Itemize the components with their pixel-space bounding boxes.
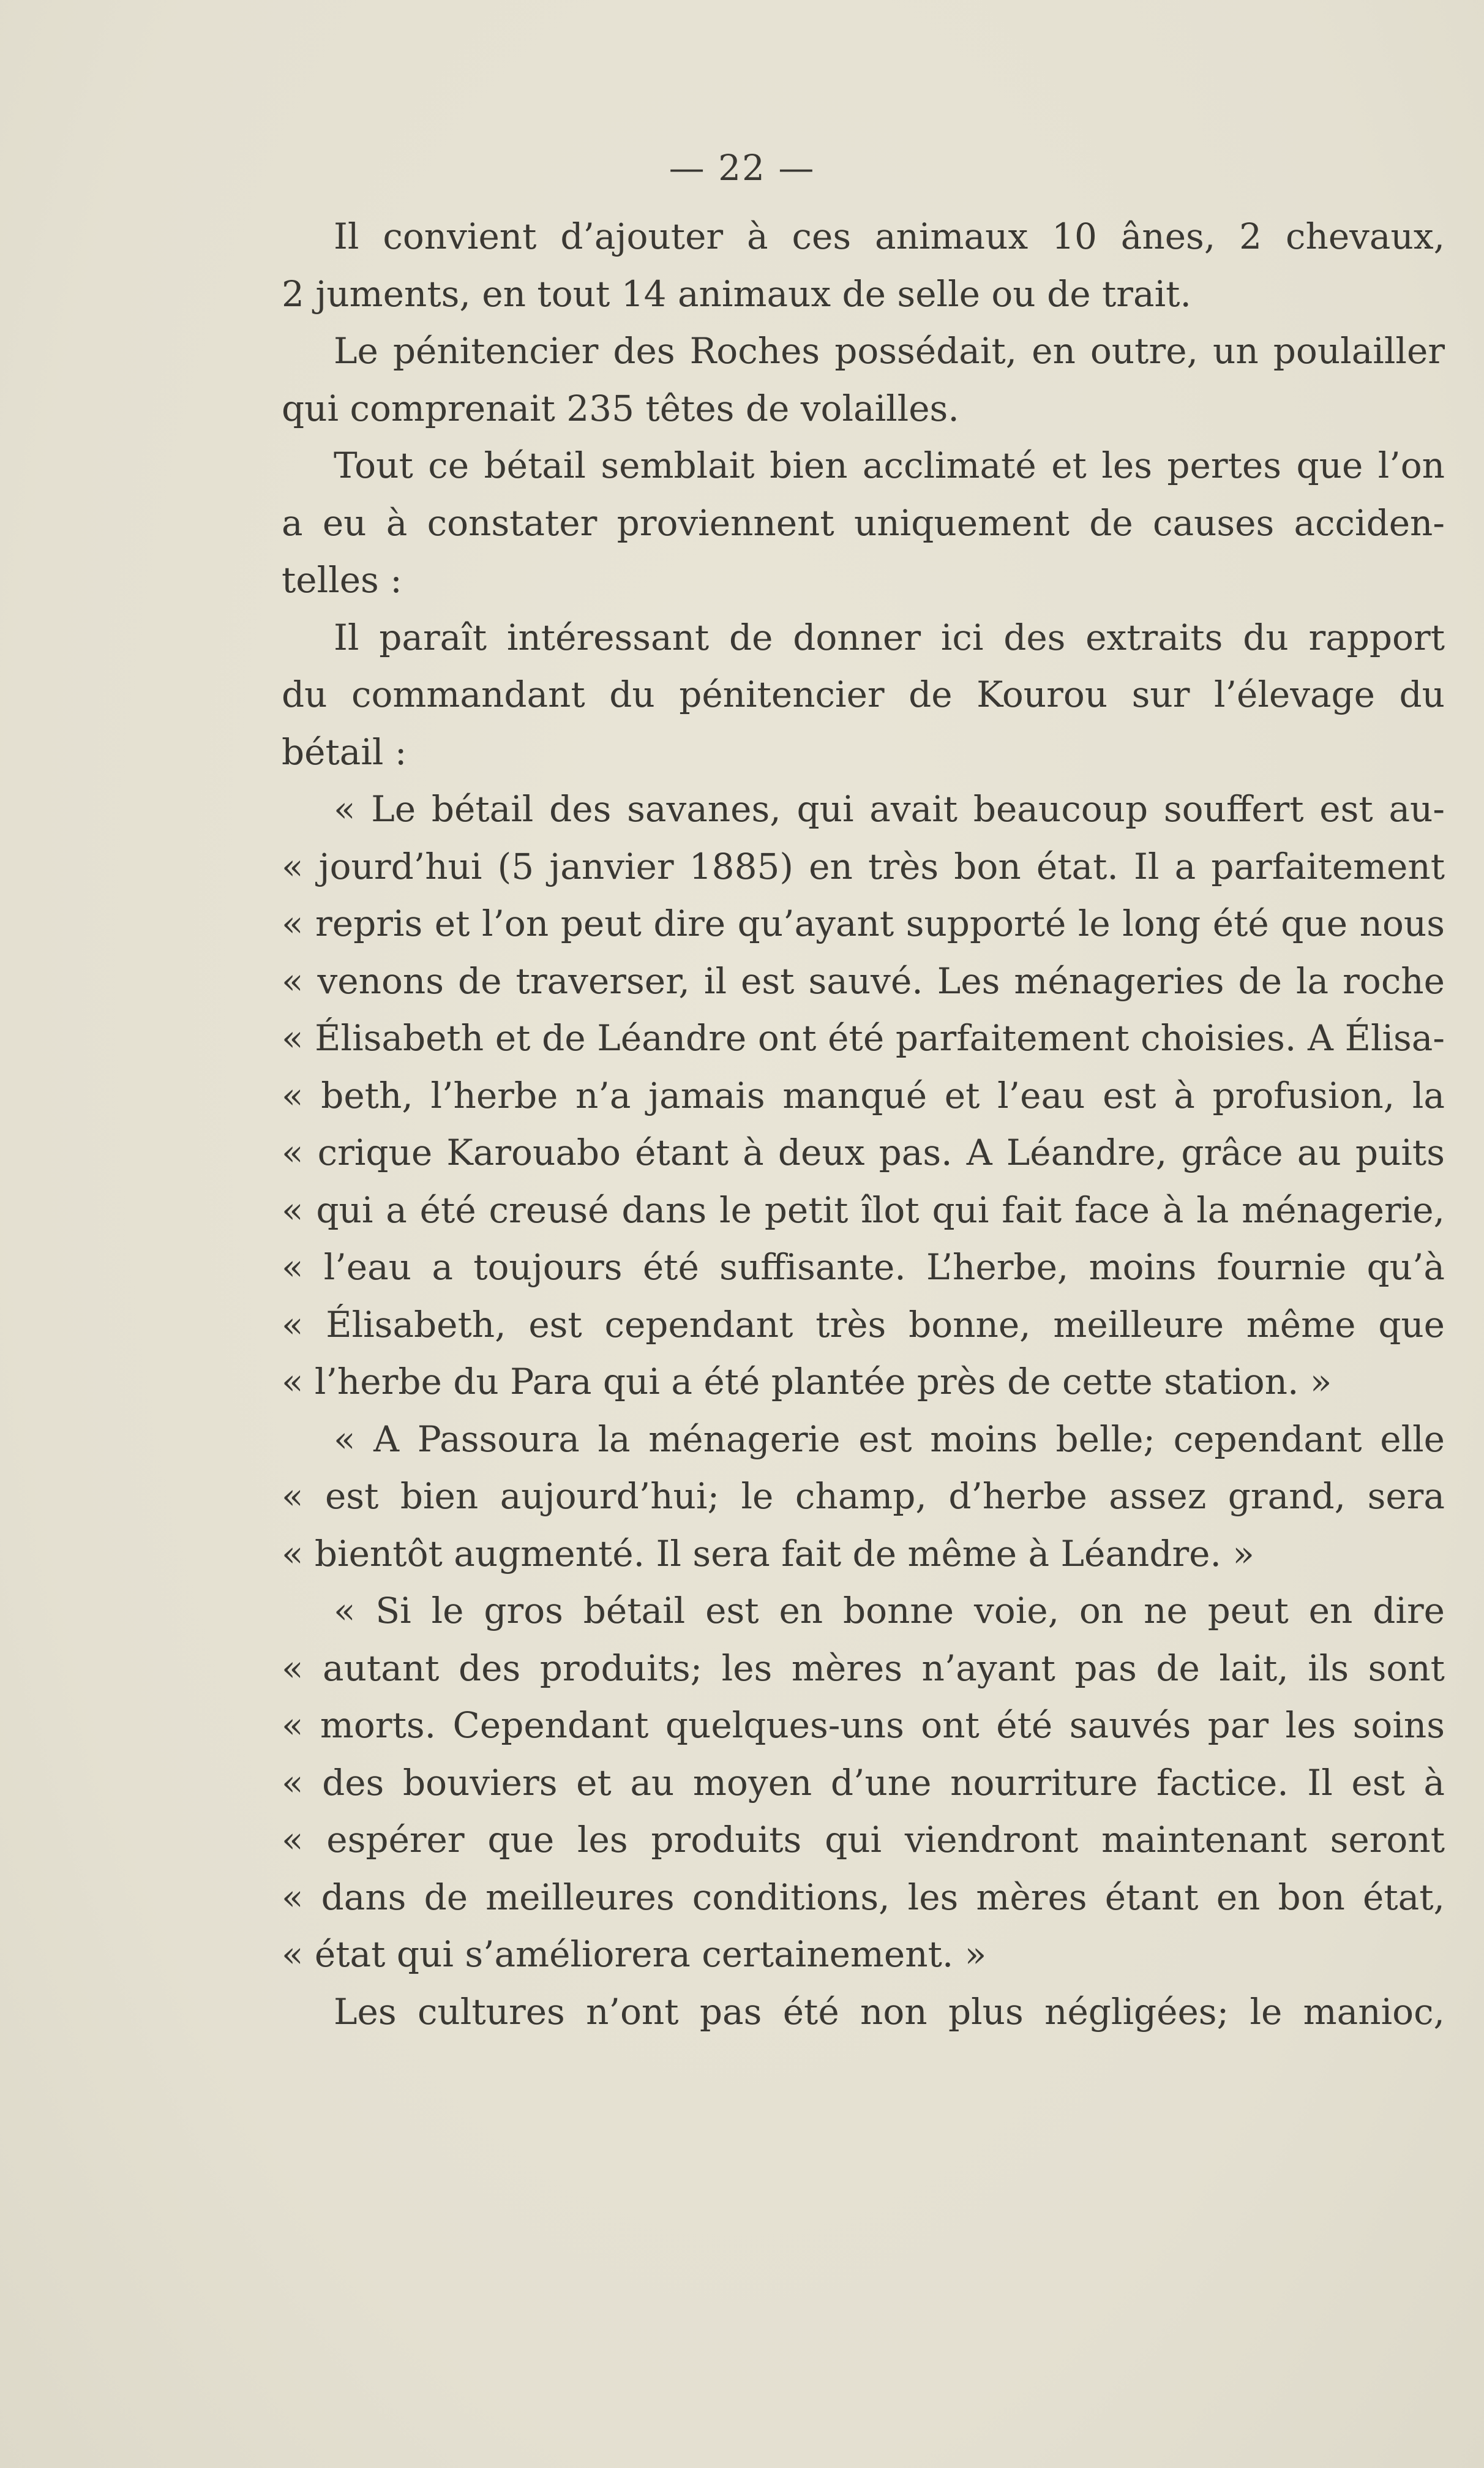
text-line: Il paraît intéressant de donner ici des extraits du rapport (334, 616, 1445, 658)
text-line: « autant des produits; les mères n’ayant pas de lait, ils sont (282, 1647, 1445, 1689)
text-line: « Élisabeth, est cependant très bonne, meilleure même que (282, 1303, 1445, 1345)
text-line: « beth, l’herbe n’a jamais manqué et l’eau est à profusion, la (282, 1074, 1445, 1116)
text-line: « l’herbe du Para qui a été plantée près de cette station. » (282, 1361, 1332, 1402)
text-line: « état qui s’améliorera certainement. » (282, 1933, 987, 1975)
text-line: « dans de meilleures conditions, les mères étant en bon état, (282, 1876, 1445, 1918)
text-line: « repris et l’on peut dire qu’ayant supporté le long été que nous (282, 903, 1445, 944)
text-line: Tout ce bétail semblait bien acclimaté et les pertes que l’on (334, 445, 1445, 486)
text-line: « venons de traverser, il est sauvé. Les ménageries de la roche (282, 960, 1445, 1002)
text-line: du commandant du pénitencier de Kourou sur l’élevage du (282, 674, 1445, 715)
text-line: « jourd’hui (5 janvier 1885) en très bon état. Il a parfaitement (282, 845, 1445, 887)
text-line: « est bien aujourd’hui; le champ, d’herbe assez grand, sera (282, 1475, 1445, 1517)
text-line: bétail : (282, 731, 407, 773)
text-line: « Le bétail des savanes, qui avait beaucoup souffert est au- (334, 788, 1445, 830)
body-text (282, 208, 1445, 2041)
text-line: « espérer que les produits qui viendront maintenant seront (282, 1819, 1445, 1860)
text-line: Il convient d’ajouter à ces animaux 10 ânes, 2 chevaux, (334, 216, 1445, 257)
text-line: « Élisabeth et de Léandre ont été parfaitement choisies. A Élisa- (282, 1017, 1445, 1059)
page-number: — 22 — (669, 147, 815, 189)
text-line: a eu à constater proviennent uniquement de causes acciden- (282, 502, 1445, 544)
text-line: « crique Karouabo étant à deux pas. A Léandre, grâce au puits (282, 1132, 1445, 1173)
text-line: Les cultures n’ont pas été non plus négligées; le manioc, (334, 1990, 1445, 2033)
text-line: « Si le gros bétail est en bonne voie, on ne peut en dire (334, 1590, 1445, 1631)
text-line: « A Passoura la ménagerie est moins belle; cependant elle (334, 1418, 1445, 1460)
text-line: 2 juments, en tout 14 animaux de selle ou de trait. (282, 273, 1191, 315)
text-line: telles : (282, 559, 402, 601)
text-line: « des bouviers et au moyen d’une nourriture factice. Il est à (282, 1761, 1445, 1804)
text-line: « l’eau a toujours été suffisante. L’herbe, moins fournie qu’à (282, 1246, 1445, 1288)
text-line: « morts. Cependant quelques-uns ont été sauvés par les soins (282, 1704, 1445, 1746)
text-line: Le pénitencier des Roches possédait, en outre, un poulailler (334, 330, 1445, 372)
text-line: qui comprenait 235 têtes de volailles. (282, 387, 959, 429)
text-line: « qui a été creusé dans le petit îlot qui fait face à la ménagerie, (282, 1189, 1445, 1231)
text-line: « bientôt augmenté. Il sera fait de même à Léandre. » (282, 1532, 1254, 1574)
